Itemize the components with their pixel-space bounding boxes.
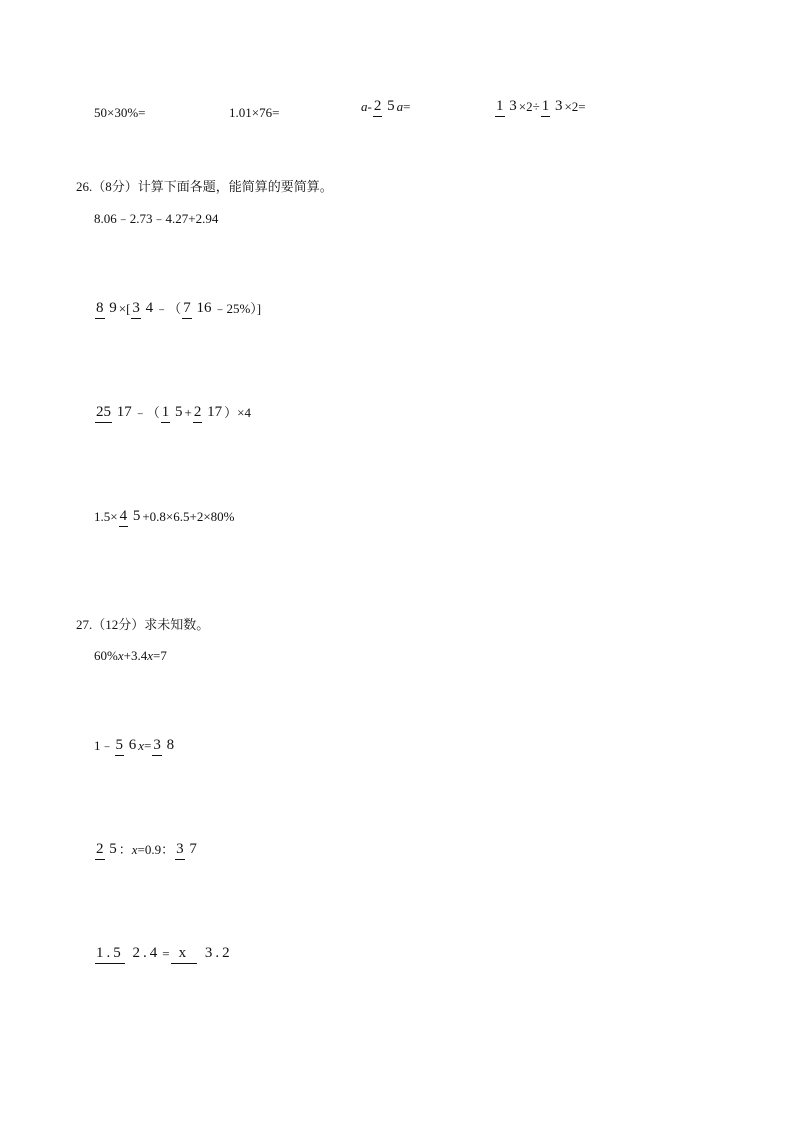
denominator: 3.2 <box>204 945 233 961</box>
numerator: 3 <box>175 841 185 860</box>
fraction <box>175 842 198 857</box>
expr-text: ×2÷ <box>518 99 540 114</box>
var-x: x <box>138 738 145 753</box>
denominator: 5 <box>109 841 117 857</box>
expr-text: +3.4 <box>123 648 148 663</box>
expr-text: +0.8×6.5+2×80% <box>142 509 235 524</box>
expr-text: 1﹣ <box>94 738 114 753</box>
denominator: 7 <box>189 841 197 857</box>
fraction <box>161 405 184 420</box>
denominator: 3 <box>509 98 517 114</box>
numerator: 4 <box>119 508 129 527</box>
numerator: 2 <box>373 98 383 117</box>
denominator: 9 <box>109 300 117 316</box>
q27-equation-2 <box>94 738 176 753</box>
var-x: x <box>131 842 138 857</box>
numerator: 2 <box>193 404 203 423</box>
fraction <box>95 405 133 420</box>
expr-text: ×2= <box>564 99 586 114</box>
expr-text: ﹣25%）] <box>213 301 262 316</box>
numerator: 1 <box>541 98 551 117</box>
var-x: x <box>117 648 124 663</box>
numerator: 1 <box>161 404 171 423</box>
fraction <box>171 946 234 961</box>
equals-sign: = <box>162 946 170 961</box>
expr-text: ﹣（ <box>133 405 160 420</box>
denominator: 5 <box>175 404 183 420</box>
denominator: 2.4 <box>132 945 161 961</box>
fraction <box>541 99 564 114</box>
numerator: 25 <box>95 404 112 423</box>
expr-text: =7 <box>153 648 167 663</box>
fraction <box>495 99 518 114</box>
denominator: 5 <box>387 98 395 114</box>
expr-text: ×[ <box>118 301 131 316</box>
expr-percent-product: 50×30%= <box>94 105 146 120</box>
q26-problem-4 <box>94 509 235 524</box>
denominator: 4 <box>145 300 154 316</box>
fraction <box>193 405 223 420</box>
numerator: 7 <box>182 300 192 319</box>
denominator: 17 <box>116 404 132 420</box>
expr-decimal-product: 1.01×76= <box>229 105 280 120</box>
expr-text: + <box>184 405 192 420</box>
fraction <box>152 738 175 753</box>
expr-text: =0.9： <box>137 842 175 857</box>
numerator: 1.5 <box>95 945 125 964</box>
minus-sign: - <box>367 99 372 114</box>
fraction <box>182 301 212 316</box>
denominator: 8 <box>166 737 175 753</box>
denominator: 17 <box>207 404 223 420</box>
q27-equation-3 <box>94 842 199 857</box>
numerator: 3 <box>131 300 141 319</box>
q26-problem-1: 8.06﹣2.73﹣4.27+2.94 <box>94 211 219 226</box>
fraction <box>115 738 138 753</box>
expr-text: 60% <box>94 648 118 663</box>
numerator: 5 <box>115 737 125 756</box>
numerator: 8 <box>95 300 105 319</box>
q27-equation-4 <box>94 946 235 961</box>
fraction <box>95 946 161 961</box>
fraction <box>95 842 118 857</box>
equals-sign: = <box>144 738 152 753</box>
fraction <box>131 301 154 316</box>
numerator: 2 <box>95 841 105 860</box>
q27-equation-1 <box>94 649 167 662</box>
denominator: 16 <box>196 300 212 316</box>
question-27-heading: 27.（12分）求未知数。 <box>76 617 210 632</box>
fraction <box>95 301 118 316</box>
q26-problem-3 <box>94 405 251 420</box>
var-a: a <box>361 99 368 114</box>
equals-sign: = <box>403 99 411 114</box>
var-x: x <box>147 648 153 663</box>
expr-text: 1.5× <box>94 509 118 524</box>
q26-problem-2 <box>94 301 261 316</box>
var-a: a <box>396 99 404 114</box>
expr-fraction-mixed <box>494 99 586 114</box>
fraction <box>119 509 142 524</box>
denominator: 5 <box>132 508 141 524</box>
numerator: 3 <box>152 737 162 756</box>
numerator: 1 <box>495 98 505 117</box>
question-26-heading: 26.（8分）计算下面各题，能简算的要简算。 <box>76 179 333 194</box>
fraction <box>373 99 396 114</box>
denominator: 3 <box>554 98 563 114</box>
expr-text: ）×4 <box>224 405 251 420</box>
expr-text: ﹣（ <box>155 301 182 316</box>
expr-text: ： <box>118 842 132 857</box>
numerator: x <box>171 945 198 964</box>
expr-a-minus-fraction <box>361 99 410 114</box>
denominator: 6 <box>128 737 137 753</box>
